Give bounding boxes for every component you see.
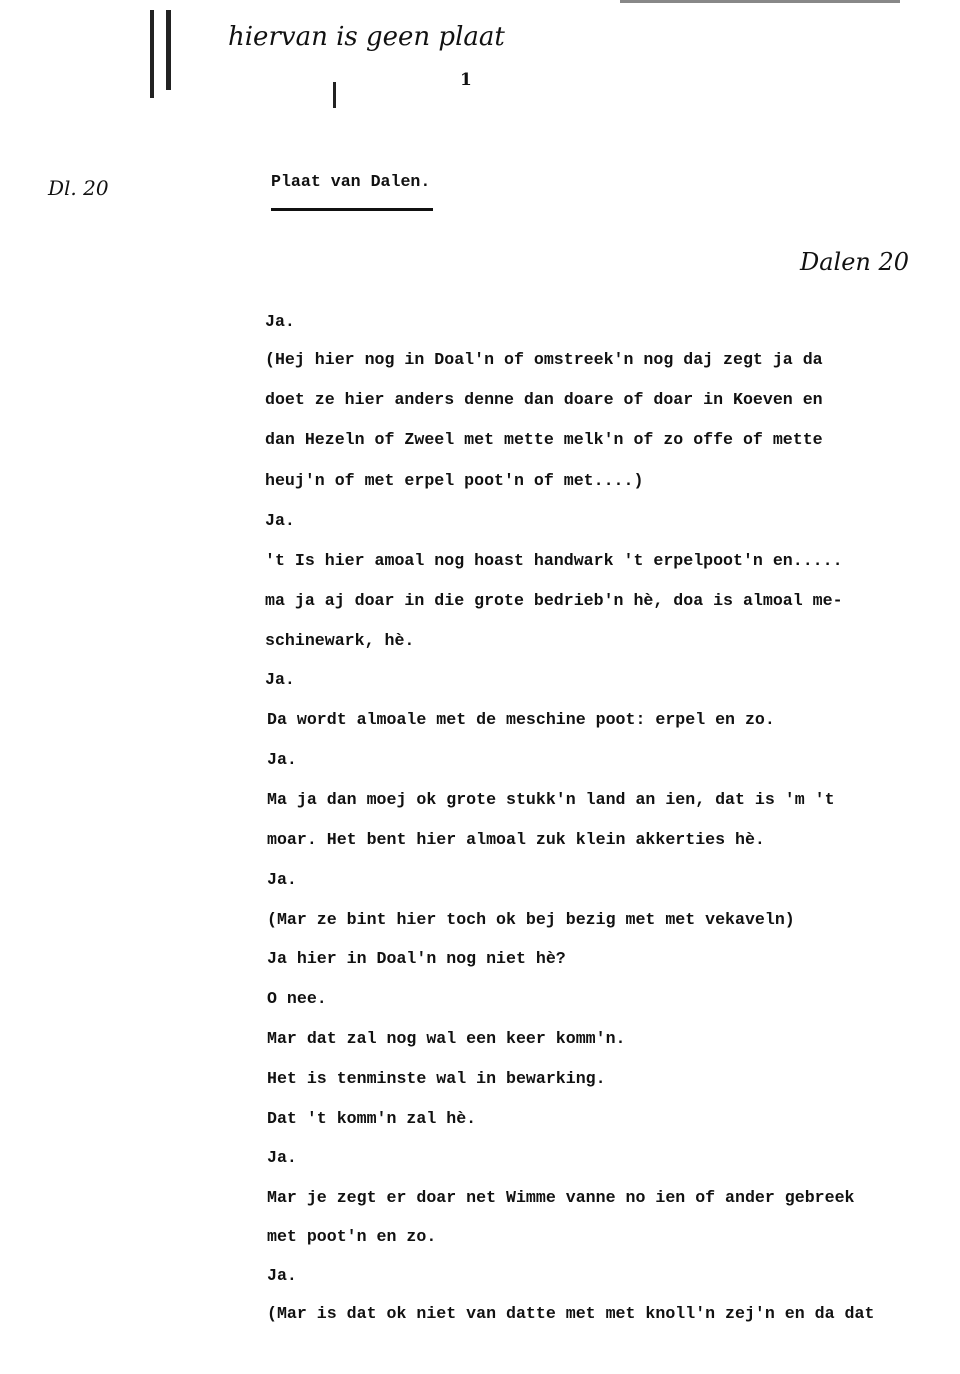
transcript-line: Da wordt almoale met de meschine poot: erpel en zo. [267, 710, 775, 729]
transcript-line: Ja. [267, 870, 297, 889]
page-number: 1 [460, 70, 472, 90]
transcript-line: (Mar ze bint hier toch ok bej bezig met met vekaveln) [267, 910, 795, 929]
transcript-line: Dat 't komm'n zal hè. [267, 1109, 477, 1128]
title-underline [271, 208, 433, 211]
transcript-line: doet ze hier anders denne dan doare of doar in Koeven en [265, 390, 823, 409]
right-margin-note: Dalen 20 [800, 248, 910, 276]
left-margin-note: Dl. 20 [48, 176, 109, 200]
transcript-line: Ja. [265, 312, 295, 331]
transcript-line: Ja hier in Doal'n nog niet hè? [267, 949, 566, 968]
transcript-line: Ma ja dan moej ok grote stukk'n land an ien, dat is 'm 't [267, 790, 835, 809]
transcript-line: met poot'n en zo. [267, 1227, 437, 1246]
transcript-line: (Hej hier nog in Doal'n of omstreek'n nog daj zegt ja da [265, 350, 823, 369]
transcript-line: Ja. [267, 750, 297, 769]
transcript-line: Ja. [265, 511, 295, 530]
scan-mark [333, 82, 336, 108]
staple-mark [150, 10, 154, 98]
transcript-line: 't Is hier amoal nog hoast handwark 't erpelpoot'n en..... [265, 551, 843, 570]
scan-edge-mark [620, 0, 900, 3]
transcript-line: ma ja aj doar in die grote bedrieb'n hè, doa is almoal me- [265, 591, 843, 610]
handwritten-note: hiervan is geen plaat [228, 22, 505, 52]
staple-mark [166, 10, 171, 90]
transcript-line: dan Hezeln of Zweel met mette melk'n of zo offe of mette [265, 430, 823, 449]
transcript-line: schinewark, hè. [265, 631, 415, 650]
transcript-line: Mar je zegt er doar net Wimme vanne no ien of ander gebreek [267, 1188, 855, 1207]
transcript-line: (Mar is dat ok niet van datte met met knoll'n zej'n en da dat [267, 1304, 875, 1323]
transcript-line: moar. Het bent hier almoal zuk klein akkerties hè. [267, 830, 765, 849]
transcript-line: heuj'n of met erpel poot'n of met....) [265, 471, 644, 490]
transcript-line: Het is tenminste wal in bewarking. [267, 1069, 606, 1088]
transcript-line: Ja. [267, 1148, 297, 1167]
transcript-line: Ja. [265, 670, 295, 689]
transcript-line: Ja. [267, 1266, 297, 1285]
document-title: Plaat van Dalen. [271, 172, 431, 191]
transcript-line: O nee. [267, 989, 327, 1008]
transcript-line: Mar dat zal nog wal een keer komm'n. [267, 1029, 626, 1048]
